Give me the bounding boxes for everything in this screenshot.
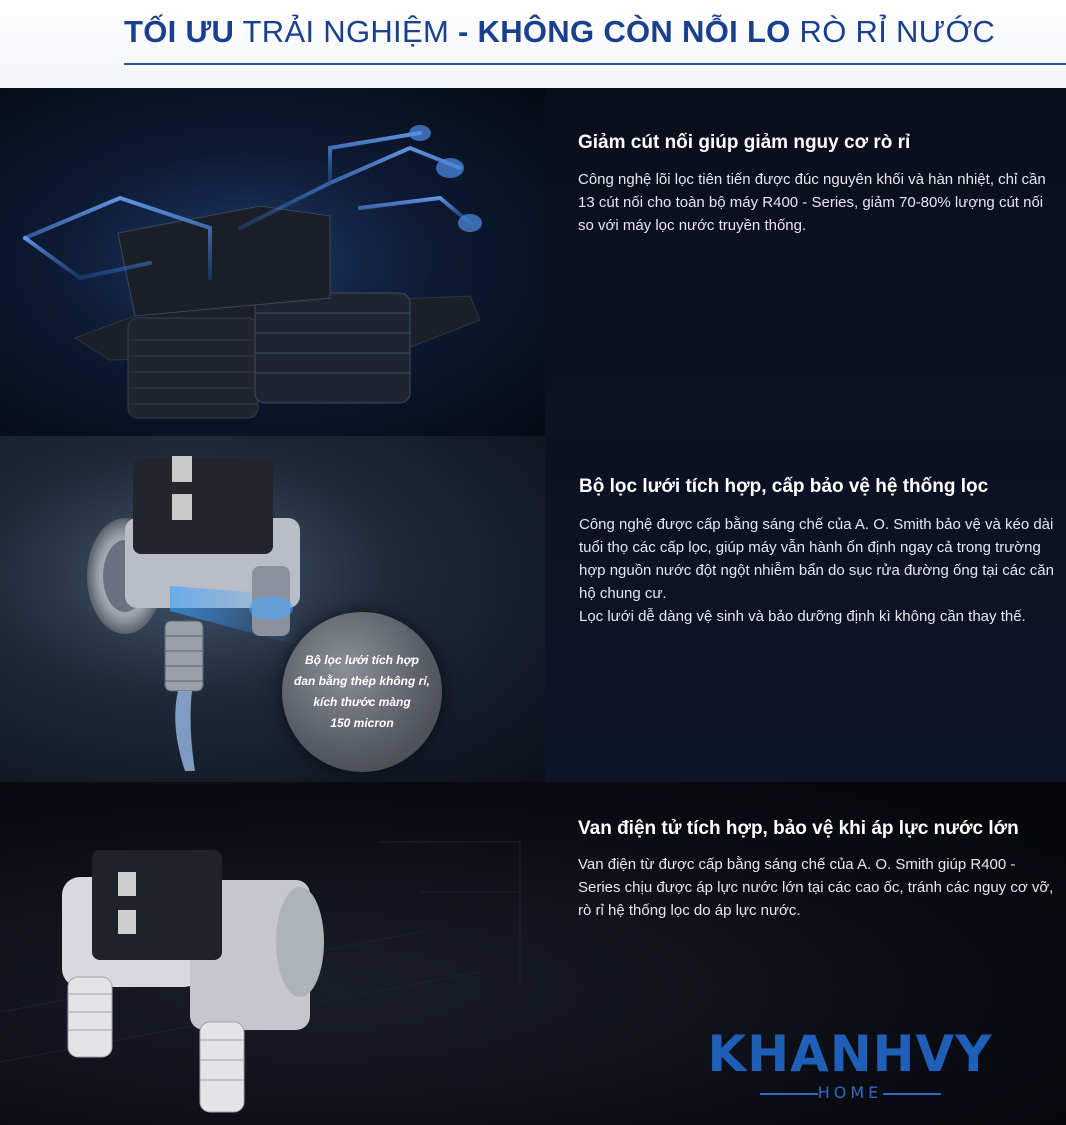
logo-right-rule	[883, 1093, 941, 1095]
feature-paragraph: Công nghệ được cấp bằng sáng chế của A. O. Smith bảo vệ và kéo dài tuổi thọ các cấp lọc, giúp máy vẫn hành ổn định ngay cả trong trường hợp nguồn nước đột ngột nhiễm bẩn do sục rửa đường ống tại các căn hộ chung cư.	[579, 516, 1054, 602]
feature-paragraph: Công nghệ lõi lọc tiên tiến được đúc nguyên khối và hàn nhiệt, chỉ cần 13 cút nối cho toàn bộ máy R400 - Series, giảm 70-80% lượng cút nối so với máy lọc nước truyền thống.	[578, 171, 1046, 234]
title-part-3: - KHÔNG CÒN NỖI LO	[457, 14, 791, 49]
title-part-4: RÒ RỈ NƯỚC	[790, 14, 996, 49]
page-title	[124, 14, 995, 50]
feature-paragraph: Lọc lưới dễ dàng vệ sinh và bảo dưỡng định kì không cần thay thế.	[579, 608, 1026, 625]
feature-section-solenoid-valve	[0, 782, 1066, 1125]
logo-wordmark: KHANHVY	[707, 1025, 993, 1083]
mesh-filter-text-panel	[545, 436, 1066, 782]
feature-title: Van điện tử tích hợp, bảo vệ khi áp lực nước lớn	[578, 818, 1019, 839]
mesh-filter-callout	[282, 612, 442, 772]
filter-core-illustration	[0, 88, 545, 436]
fittings-text-panel	[545, 88, 1066, 436]
feature-section-fittings	[0, 88, 1066, 436]
title-part-2: TRẢI NGHIỆM	[234, 14, 458, 49]
callout-text	[282, 650, 442, 734]
title-part-1: TỐI ƯU	[124, 14, 235, 49]
feature-description	[578, 168, 1058, 237]
callout-line: Bộ lọc lưới tích hợp	[304, 653, 419, 667]
feature-title: Giảm cút nối giúp giảm nguy cơ rò rỉ	[578, 132, 911, 153]
filter-core-image	[0, 88, 545, 436]
feature-paragraph: Van điện từ được cấp bằng sáng chế của A. O. Smith giúp R400 - Series chịu được áp lực nước lớn tại các cao ốc, tránh các nguy cơ vỡ, rò rỉ hệ thống lọc do áp lực nước.	[578, 856, 1054, 919]
header-divider	[124, 63, 1066, 65]
feature-description	[579, 513, 1059, 628]
page-header	[0, 0, 1066, 88]
callout-line: kích thước màng	[313, 695, 411, 709]
feature-title: Bộ lọc lưới tích hợp, cấp bảo vệ hệ thống lọc	[579, 476, 989, 497]
mesh-filter-image	[0, 436, 545, 782]
callout-line: đan bằng thép không rỉ,	[294, 674, 430, 688]
logo-subtitle: HOME	[817, 1083, 883, 1102]
callout-line: 150 micron	[330, 716, 394, 730]
khanhvy-home-logo	[665, 1026, 1035, 1106]
feature-description	[578, 853, 1058, 922]
solenoid-valve-illustration	[0, 782, 560, 1125]
mesh-filter-illustration	[0, 436, 545, 782]
logo-subline	[665, 1083, 1035, 1103]
feature-section-mesh-filter	[0, 436, 1066, 782]
